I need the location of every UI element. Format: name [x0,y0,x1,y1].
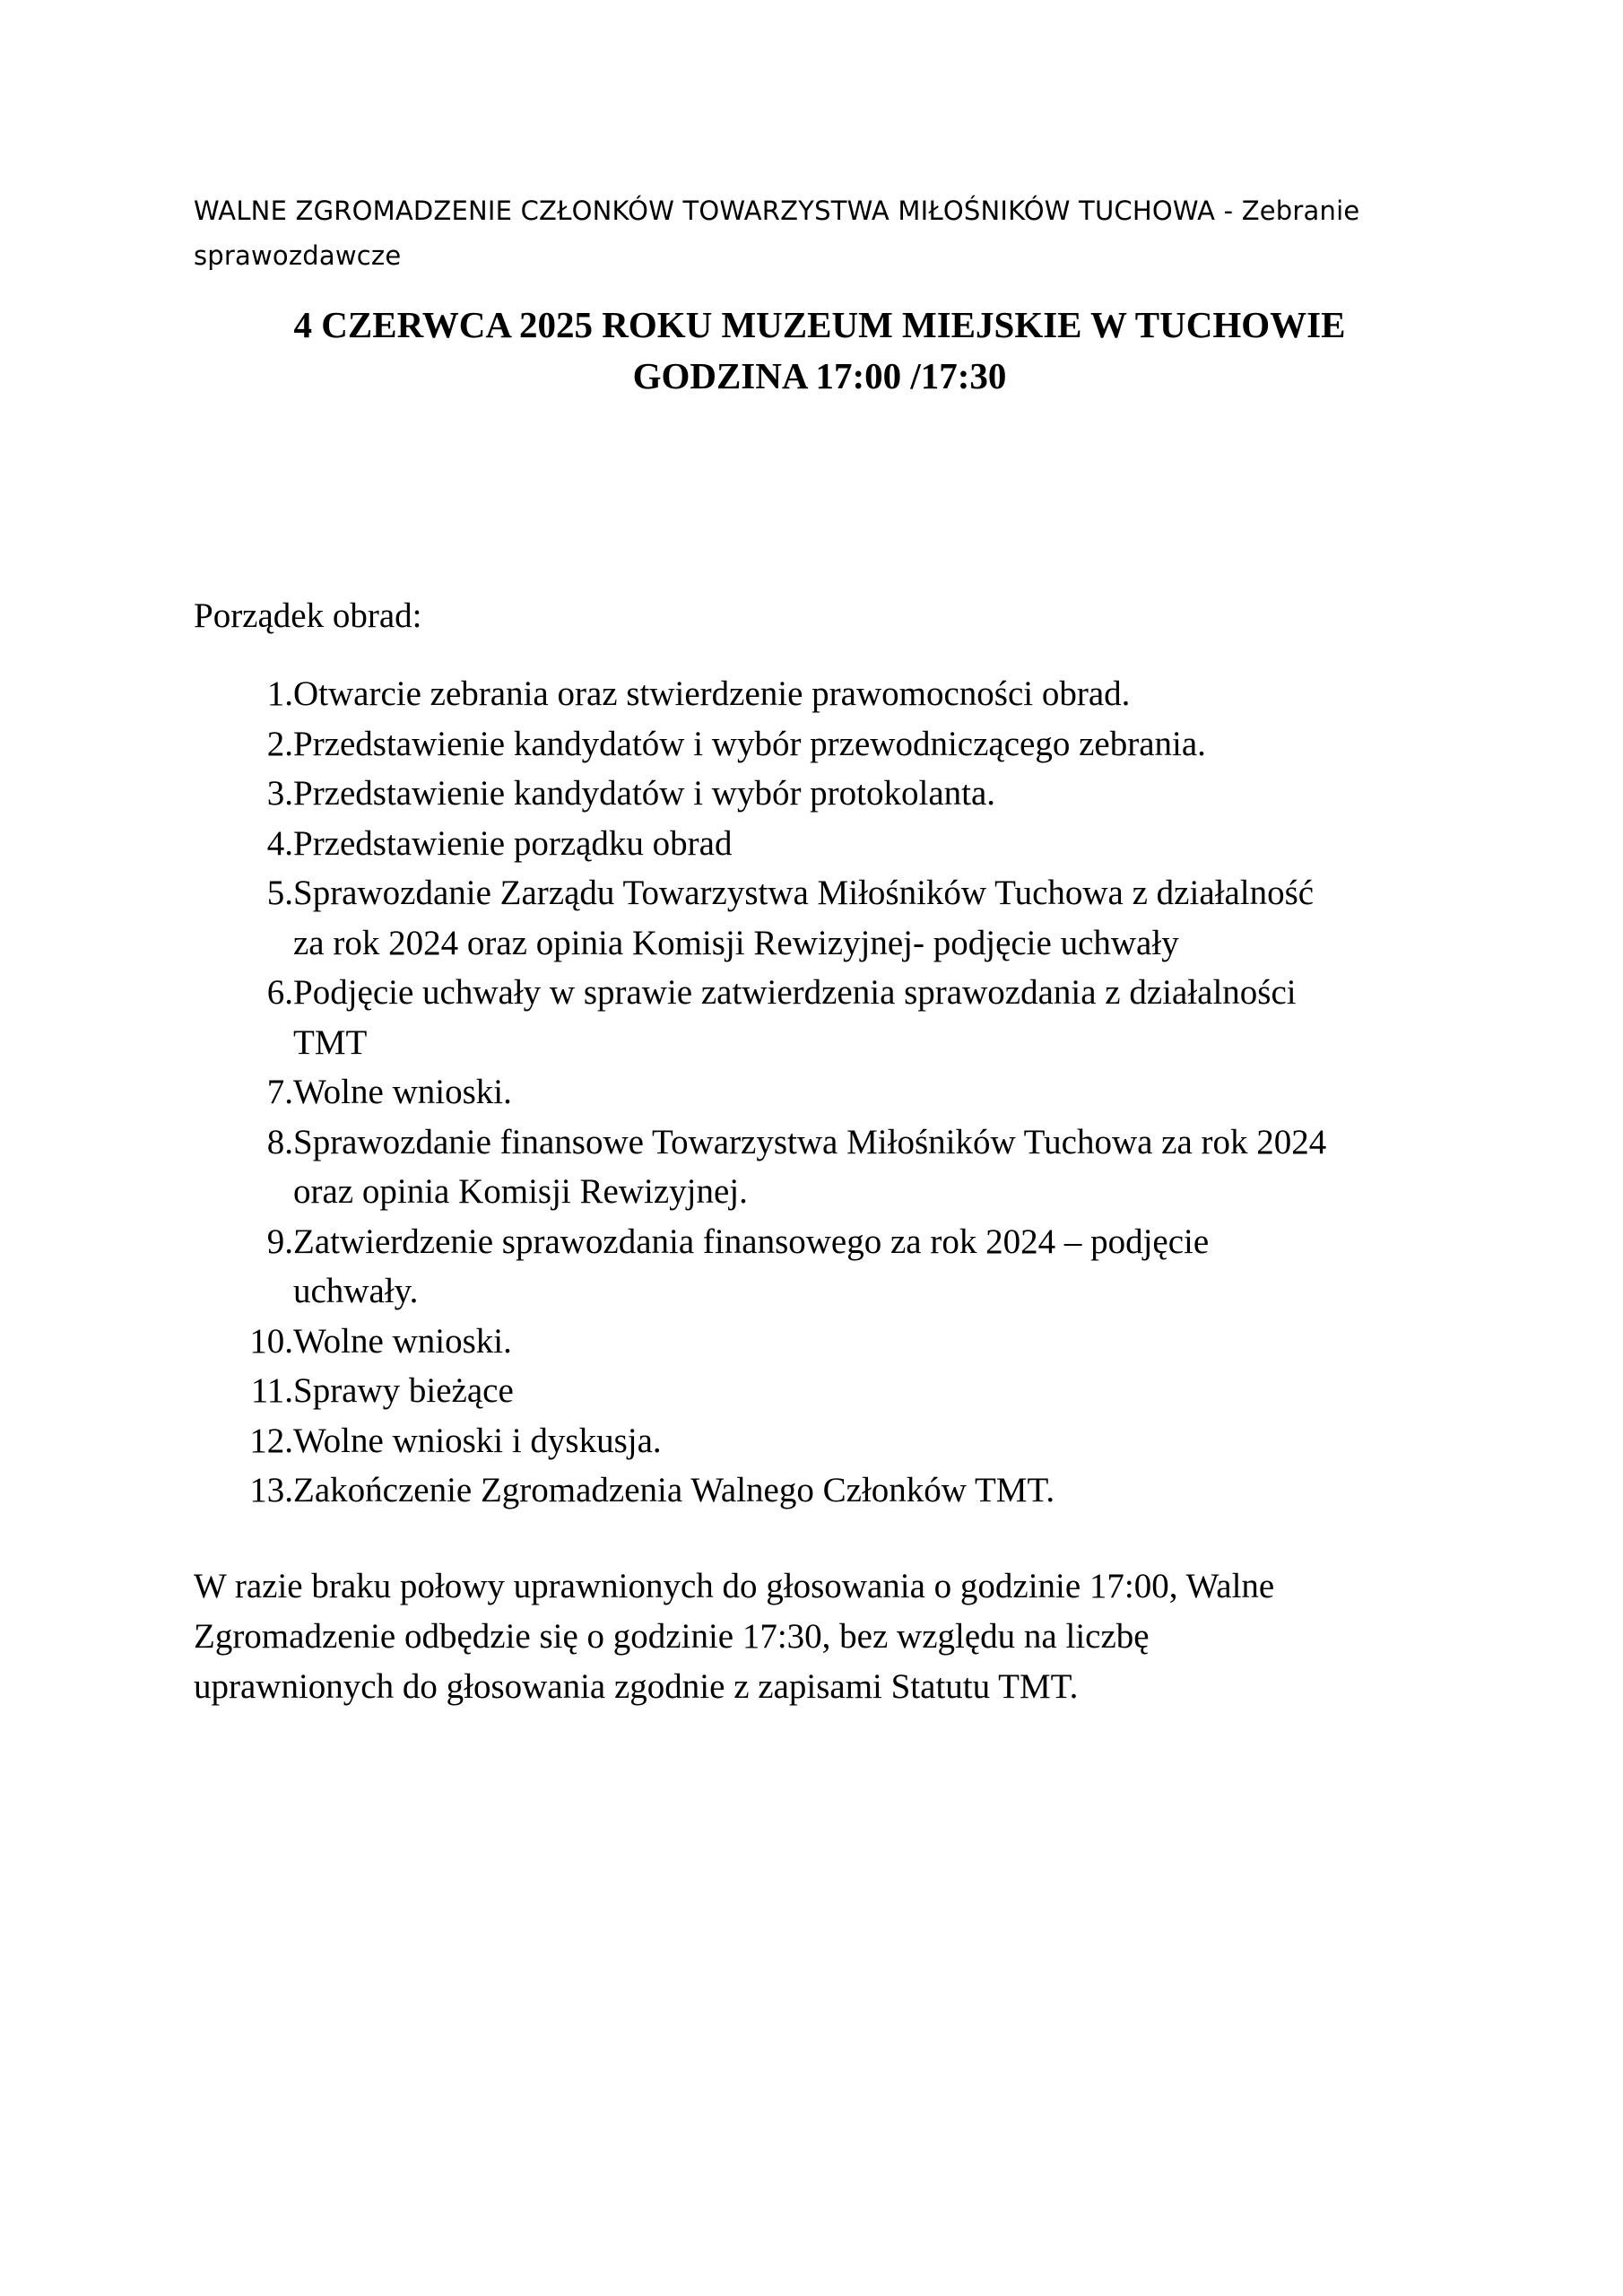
agenda-item-number: 13. [249,1471,293,1509]
agenda-item-line: Wolne wnioski i dyskusja. [293,1421,662,1460]
agenda-item-number: 5. [266,874,293,912]
closing-note [194,1561,1467,1712]
agenda-item-line: za rok 2024 oraz opinia Komisji Rewizyjnej- podjęcie uchwały [293,923,1179,962]
agenda-item-text [293,1067,1467,1118]
agenda-item-text [293,769,1467,819]
header-line-2: sprawozdawcze [194,240,402,271]
agenda-item-line: Wolne wnioski. [293,1321,512,1361]
agenda-item [194,1217,1467,1317]
agenda-item-line: Przedstawienie kandydatów i wybór protokolanta. [293,774,996,813]
agenda-item-number: 8. [266,1122,293,1161]
agenda-item-number: 9. [266,1222,293,1261]
agenda-item [194,819,1467,869]
agenda-item-line: Przedstawienie porządku obrad [293,823,733,863]
agenda-item [194,1317,1467,1367]
agenda-item [194,968,1467,1067]
agenda-item-number: 6. [266,973,293,1012]
agenda-item-number: 2. [266,724,293,763]
agenda-item-line: Sprawozdanie finansowe Towarzystwa Miłośników Tuchowa za rok 2024 [293,1122,1327,1161]
agenda-item-number: 11. [250,1371,293,1410]
agenda-item-line: Zakończenie Zgromadzenia Walnego Członków TMT. [293,1471,1055,1509]
agenda-item-number: 3. [266,774,293,813]
agenda-item [194,669,1467,719]
agenda-item-line: TMT [293,1022,368,1062]
agenda-item [194,1465,1467,1516]
agenda-item [194,1067,1467,1118]
agenda-item-text [293,1465,1467,1516]
agenda-item-line: Sprawozdanie Zarządu Towarzystwa Miłośników Tuchowa z działalność [293,874,1315,912]
agenda-item-text [293,1217,1467,1317]
agenda-item-text [293,1118,1467,1217]
agenda-item-line: Podjęcie uchwały w sprawie zatwierdzenia sprawozdania z działalności [293,973,1297,1012]
header-line-1: WALNE ZGROMADZENIE CZŁONKÓW TOWARZYSTWA MIŁOŚNIKÓW TUCHOWA - Zebranie [194,196,1360,226]
agenda-item-line: Zatwierdzenie sprawozdania finansowego za rok 2024 – podjęcie [293,1222,1210,1261]
agenda-item-text [293,669,1467,719]
agenda-item-text [293,1317,1467,1367]
agenda-item [194,868,1467,968]
agenda-item [194,719,1467,770]
agenda-item [194,1366,1467,1416]
meeting-title [194,300,1445,402]
agenda-item-number: 10. [249,1321,293,1361]
agenda-item-line: uchwały. [293,1272,419,1310]
agenda-item-text [293,1366,1467,1416]
agenda-item-number: 12. [249,1421,293,1460]
agenda-item-text [293,1416,1467,1466]
agenda-item-text [293,819,1467,869]
agenda-item [194,1416,1467,1466]
agenda-item-line: Wolne wnioski. [293,1073,512,1111]
agenda-item [194,1118,1467,1217]
agenda-label: Porządek obrad: [194,596,422,635]
agenda-item-line: Sprawy bieżące [293,1371,514,1410]
agenda-item-text [293,868,1467,968]
title-time: GODZINA 17:00 /17:30 [632,355,1007,396]
agenda-item [194,769,1467,819]
agenda-item-text [293,719,1467,770]
closing-line-1: W razie braku połowy uprawnionych do głosowania o godzinie 17:00, Walne [194,1567,1275,1605]
document-header [194,188,1449,278]
agenda-list [194,669,1467,1516]
agenda-item-text [293,968,1467,1067]
closing-line-3: uprawnionych do głosowania zgodnie z zapisami Statutu TMT. [194,1667,1079,1706]
agenda-item-number: 7. [266,1073,293,1111]
title-date-location: 4 CZERWCA 2025 ROKU MUZEUM MIEJSKIE W TUCHOWIE [293,304,1346,345]
agenda-item-line: Otwarcie zebrania oraz stwierdzenie prawomocności obrad. [293,674,1131,713]
agenda-item-line: Przedstawienie kandydatów i wybór przewodniczącego zebrania. [293,724,1206,763]
agenda-item-number: 1. [266,674,293,713]
closing-line-2: Zgromadzenie odbędzie się o godzinie 17:30, bez względu na liczbę [194,1617,1150,1656]
agenda-item-number: 4. [266,823,293,863]
agenda-item-line: oraz opinia Komisji Rewizyjnej. [293,1172,748,1211]
